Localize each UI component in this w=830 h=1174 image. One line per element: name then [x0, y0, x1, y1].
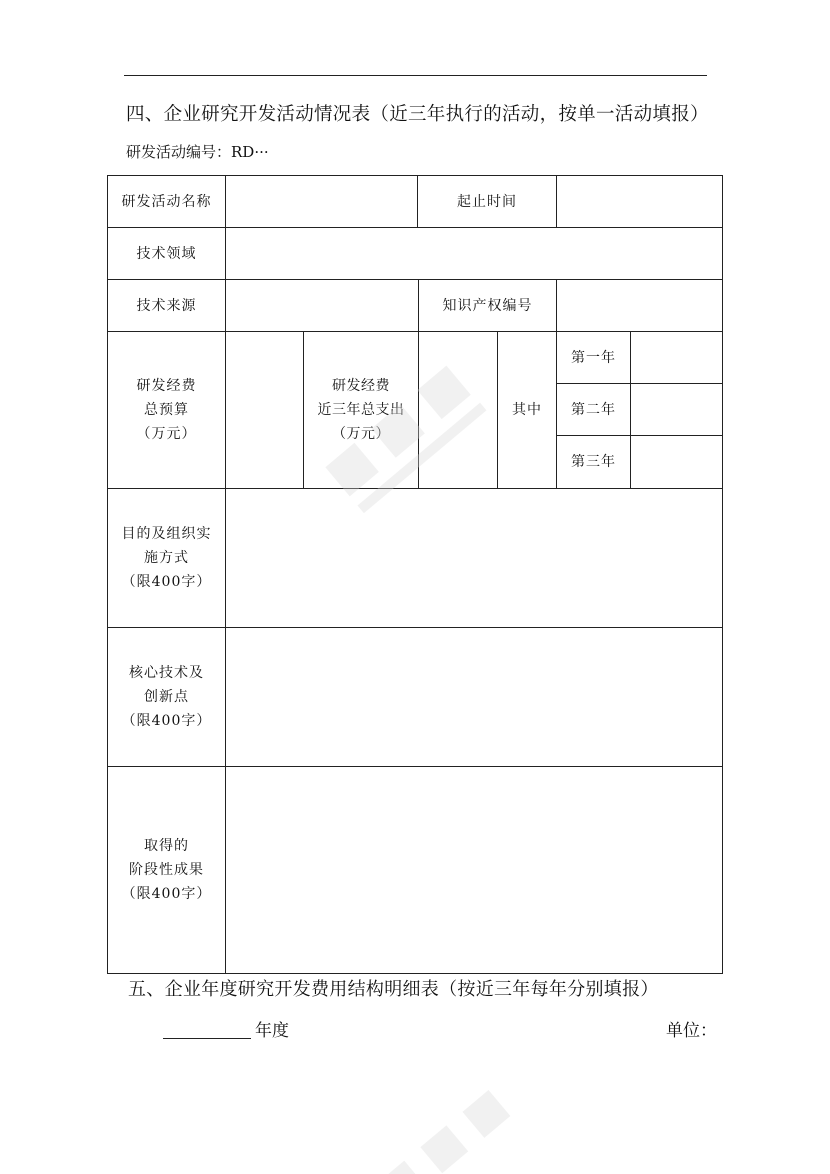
results-field[interactable] [226, 767, 722, 973]
year-blank-field[interactable] [163, 1020, 251, 1039]
watermark-logo [270, 330, 570, 550]
section-4-title: 四、企业研究开发活动情况表（近三年执行的活动，按单一活动填报） [126, 104, 709, 125]
watermark-logo-bottom [330, 1080, 590, 1174]
activity-number-label: 研发活动编号：RD··· [126, 143, 269, 161]
activity-name-label: 研发活动名称 [121, 193, 212, 210]
period-label: 起止时间 [457, 193, 517, 210]
header-rule [124, 75, 707, 76]
tech-field-label: 技术领域 [136, 245, 197, 262]
period-field[interactable] [557, 176, 722, 227]
year-3-field[interactable] [631, 436, 722, 488]
activity-name-field[interactable] [226, 176, 417, 227]
core-tech-label: 核心技术及 创新点 （限400字） [121, 665, 212, 729]
unit-label: 单位： [666, 1021, 717, 1041]
total-expense-label: 研发经费 近三年总支出 （万元） [317, 378, 405, 442]
year-suffix: 年度 [255, 1021, 289, 1041]
core-tech-field[interactable] [226, 628, 722, 766]
ip-number-label: 知识产权编号 [442, 297, 533, 314]
ip-number-field[interactable] [557, 280, 722, 331]
total-budget-label: 研发经费 总预算 （万元） [136, 378, 197, 442]
year-1-field[interactable] [631, 332, 722, 383]
among-label: 其中 [512, 402, 542, 418]
section-5-title: 五、企业年度研究开发费用结构明细表（按近三年每年分别填报） [128, 979, 659, 1000]
year-line [163, 1016, 289, 1041]
year-1-label: 第一年 [571, 349, 616, 366]
tech-source-label: 技术来源 [136, 297, 197, 314]
tech-field-field[interactable] [226, 228, 722, 279]
purpose-label: 目的及组织实 施方式 （限400字） [121, 526, 212, 590]
year-3-label: 第三年 [571, 454, 616, 470]
year-2-field[interactable] [631, 384, 722, 435]
tech-source-field[interactable] [226, 280, 418, 331]
year-2-label: 第二年 [571, 401, 616, 418]
results-label: 取得的 阶段性成果 （限400字） [121, 838, 212, 902]
